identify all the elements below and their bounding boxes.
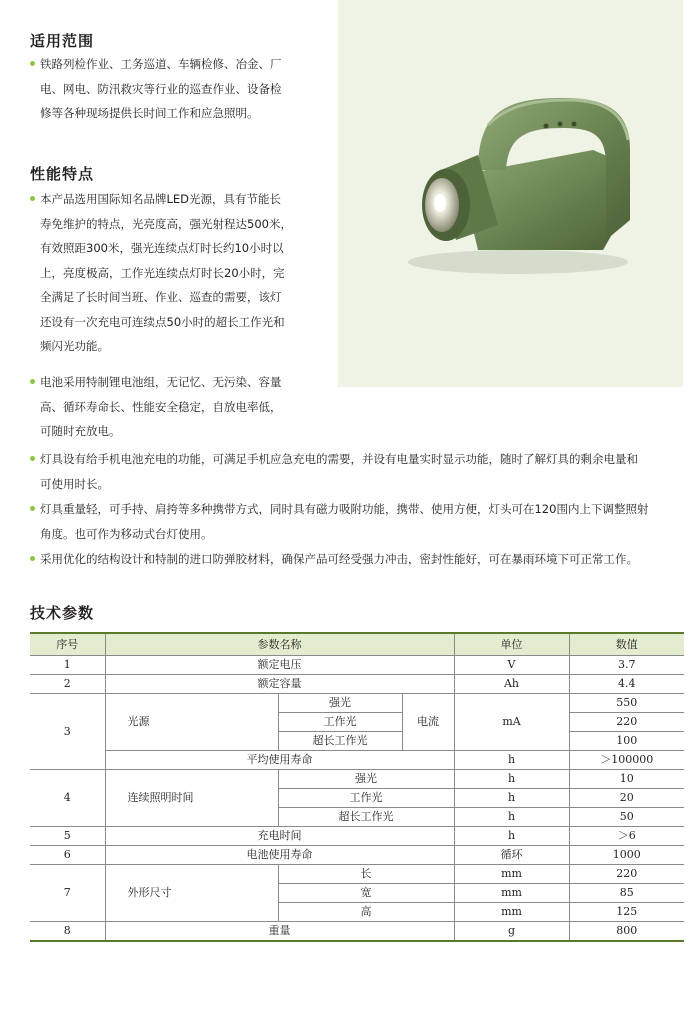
table-row bbox=[30, 827, 684, 846]
cell-value: 50 bbox=[569, 808, 684, 827]
cell-unit: mm bbox=[454, 884, 569, 903]
table-row bbox=[30, 694, 684, 713]
table-row bbox=[30, 656, 684, 675]
product-photo-panel bbox=[338, 0, 683, 387]
cell-value: 220 bbox=[569, 713, 684, 732]
header-name: 参数名称 bbox=[105, 633, 454, 656]
feature-line: 可使用时长。 bbox=[40, 476, 109, 491]
scope-line: 铁路列检作业、工务巡道、车辆检修、冶金、厂 bbox=[40, 57, 282, 71]
feature-paragraph-5 bbox=[40, 547, 690, 572]
cell-unit: Ah bbox=[454, 675, 569, 694]
cell-no: 4 bbox=[30, 770, 105, 827]
table-row bbox=[30, 751, 684, 770]
bullet-icon bbox=[30, 196, 35, 201]
cell-unit: h bbox=[454, 770, 569, 789]
cell-sub-label: 宽 bbox=[278, 884, 454, 903]
cell-unit: V bbox=[454, 656, 569, 675]
bullet-icon bbox=[30, 506, 35, 511]
cell-no: 5 bbox=[30, 827, 105, 846]
cell-sub-label: 强光 bbox=[278, 694, 402, 713]
cell-value: 100 bbox=[569, 732, 684, 751]
cell-sub-label: 超长工作光 bbox=[278, 808, 454, 827]
feature-paragraph-3 bbox=[40, 447, 690, 496]
cell-unit: mA bbox=[454, 694, 569, 751]
table-header-row bbox=[30, 633, 684, 656]
feature-line: 可随时充放电。 bbox=[40, 424, 121, 438]
cell-sub-label: 工作光 bbox=[278, 713, 402, 732]
cell-sub-label: 工作光 bbox=[278, 789, 454, 808]
scope-paragraph bbox=[40, 52, 330, 126]
cell-unit: mm bbox=[454, 865, 569, 884]
cell-unit: mm bbox=[454, 903, 569, 922]
feature-line: 频闪光功能。 bbox=[40, 339, 109, 353]
specs-title: 技术参数 bbox=[30, 604, 95, 622]
feature-line: 灯具重量轻，可手持、肩挎等多种携带方式，同时具有磁力吸附功能，携带、使用方便，灯头可在120围内上下调整照射 bbox=[40, 502, 649, 516]
feature-line: 上，亮度极高，工作光连续点灯时长20小时，完 bbox=[40, 265, 285, 280]
table-row bbox=[30, 865, 684, 884]
feature-paragraph-4 bbox=[40, 497, 695, 546]
hand-lamp-image bbox=[338, 0, 683, 387]
cell-name: 光源 bbox=[105, 694, 278, 751]
bullet-icon bbox=[30, 456, 35, 461]
specs-table bbox=[30, 632, 684, 942]
table-row bbox=[30, 922, 684, 942]
feature-paragraph-1 bbox=[40, 187, 340, 359]
scope-line: 修等各种现场提供长时间工作和应急照明。 bbox=[40, 106, 259, 120]
cell-no: 6 bbox=[30, 846, 105, 865]
cell-name: 额定电压 bbox=[105, 656, 454, 675]
feature-line: 还设有一次充电可连续点50小时的超长工作光和 bbox=[40, 314, 285, 329]
cell-value: 550 bbox=[569, 694, 684, 713]
cell-value: 85 bbox=[569, 884, 684, 903]
cell-sub-label: 高 bbox=[278, 903, 454, 922]
table-row bbox=[30, 675, 684, 694]
table-row bbox=[30, 770, 684, 789]
header-value: 数值 bbox=[569, 633, 684, 656]
cell-name: 电池使用寿命 bbox=[105, 846, 454, 865]
cell-value: 4.4 bbox=[569, 675, 684, 694]
feature-line: 高、循环寿命长、性能安全稳定，自放电率低， bbox=[40, 399, 282, 414]
feature-line: 全满足了长时间当班、作业、巡查的需要，该灯 bbox=[40, 290, 282, 304]
cell-name: 充电时间 bbox=[105, 827, 454, 846]
cell-sub-label: 超长工作光 bbox=[278, 732, 402, 751]
cell-name: 重量 bbox=[105, 922, 454, 942]
feature-line: 电池采用特制锂电池组，无记忆、无污染、容量 bbox=[40, 375, 282, 389]
feature-line: 灯具设有给手机电池充电的功能，可满足手机应急充电的需要，并设有电量实时显示功能，随时了解灯具的剩余电量和 bbox=[40, 452, 638, 466]
cell-current: 电流 bbox=[402, 694, 454, 751]
cell-value: ＞100000 bbox=[569, 751, 684, 770]
cell-no: 3 bbox=[30, 694, 105, 770]
header-no: 序号 bbox=[30, 633, 105, 656]
feature-line: 有效照距300米，强光连续点灯时长约10小时以 bbox=[40, 241, 284, 255]
cell-unit: 循环 bbox=[454, 846, 569, 865]
table-row bbox=[30, 846, 684, 865]
feature-line: 寿免维护的特点，光亮度高，强光射程达500米， bbox=[40, 216, 292, 231]
cell-value: 220 bbox=[569, 865, 684, 884]
bullet-icon bbox=[30, 61, 35, 66]
header-unit: 单位 bbox=[454, 633, 569, 656]
bullet-icon bbox=[30, 556, 35, 561]
cell-name: 额定容量 bbox=[105, 675, 454, 694]
cell-unit: h bbox=[454, 789, 569, 808]
cell-value: 3.7 bbox=[569, 656, 684, 675]
bullet-icon bbox=[30, 379, 35, 384]
feature-line: 采用优化的结构设计和特制的进口防弹胶材料，确保产品可经受强力冲击，密封性能好，可在暴雨环境下可正常工作。 bbox=[40, 552, 638, 566]
cell-value: 10 bbox=[569, 770, 684, 789]
feature-line: 本产品选用国际知名品牌LED光源，具有节能长 bbox=[40, 192, 282, 206]
cell-unit: h bbox=[454, 827, 569, 846]
cell-no: 1 bbox=[30, 656, 105, 675]
cell-no: 7 bbox=[30, 865, 105, 922]
cell-value: 800 bbox=[569, 922, 684, 942]
cell-sub-label: 强光 bbox=[278, 770, 454, 789]
feature-paragraph-2 bbox=[40, 370, 340, 444]
cell-value: 125 bbox=[569, 903, 684, 922]
cell-name: 连续照明时间 bbox=[105, 770, 278, 827]
cell-unit: h bbox=[454, 808, 569, 827]
scope-title: 适用范围 bbox=[30, 32, 95, 50]
cell-value: ＞6 bbox=[569, 827, 684, 846]
cell-name: 外形尺寸 bbox=[105, 865, 278, 922]
feature-line: 角度。也可作为移动式台灯使用。 bbox=[40, 526, 213, 541]
cell-unit: g bbox=[454, 922, 569, 942]
cell-value: 1000 bbox=[569, 846, 684, 865]
cell-no: 8 bbox=[30, 922, 105, 942]
scope-line: 电、网电、防汛救灾等行业的巡查作业、设备检 bbox=[40, 81, 282, 96]
cell-no: 2 bbox=[30, 675, 105, 694]
cell-value: 20 bbox=[569, 789, 684, 808]
cell-sub-label: 长 bbox=[278, 865, 454, 884]
cell-name: 平均使用寿命 bbox=[105, 751, 454, 770]
features-title: 性能特点 bbox=[30, 165, 95, 183]
cell-unit: h bbox=[454, 751, 569, 770]
